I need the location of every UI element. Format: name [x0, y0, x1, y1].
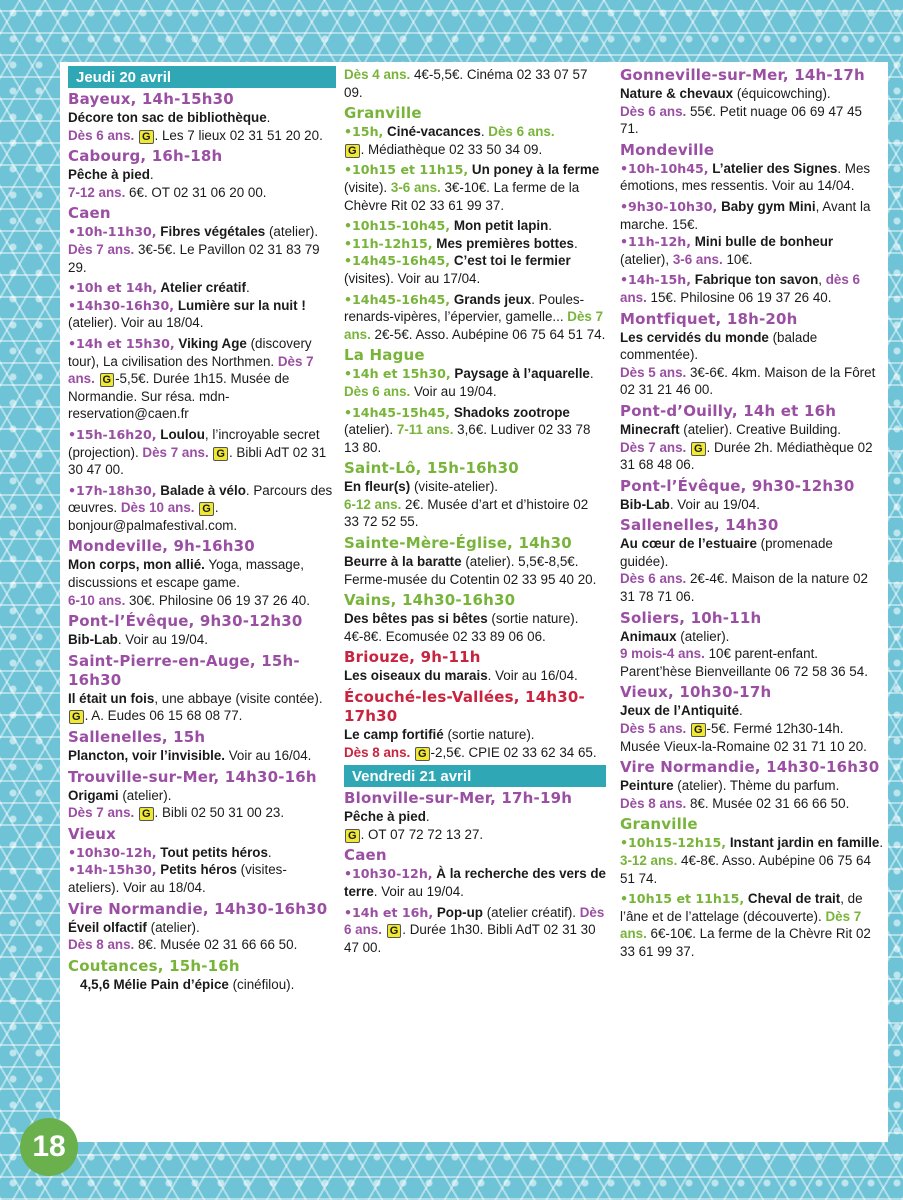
event-title: Au cœur de l’estuaire — [620, 536, 757, 552]
event-info: . — [480, 124, 489, 140]
event-entry — [344, 865, 606, 900]
city-heading: Vire Normandie, 14h30-16h30 — [620, 758, 880, 777]
column-1 — [68, 62, 336, 996]
event-info: . OT 07 72 72 13 27. — [360, 826, 484, 842]
city-heading: Bayeux, 14h-15h30 — [68, 90, 234, 108]
event-time: •14h45-16h45, — [344, 253, 451, 269]
free-badge: G — [691, 442, 706, 456]
event-title: Mes premières bottes — [432, 235, 574, 251]
event-title: 4,5,6 Mélie Pain d’épice — [80, 976, 229, 992]
event-title: Bib-Lab — [68, 632, 118, 648]
event-info: , — [818, 272, 826, 288]
event-info: (atelier). — [265, 224, 319, 240]
event-info: (visites-ateliers). Voir au 18/04. — [68, 862, 287, 895]
event-age: Dès 8 ans. — [620, 795, 687, 811]
event-title: Fabrique ton savon — [691, 272, 819, 288]
event-time: •14h et 15h30, — [344, 366, 451, 382]
event-entry — [620, 535, 884, 605]
event-info: (cinéfilou). — [228, 976, 295, 992]
event-info: 6€-10€. La ferme de la Chèvre Rit 02 33 61 99 37. — [620, 926, 871, 959]
event-info: (équicowching). — [733, 86, 831, 101]
city-heading: Granville — [620, 815, 698, 834]
event-info: Voir au 16/04. — [225, 748, 312, 764]
agenda-page — [60, 62, 888, 1142]
event-info: . Poules-renards-vipères, l’épervier, gamelle... — [344, 291, 585, 325]
city-heading: Sallenelles, 14h30 — [620, 516, 779, 535]
event-title: Nature & chevaux — [620, 86, 734, 101]
event-time: •10h15 et 11h15, — [620, 891, 745, 907]
event-entry — [344, 610, 606, 645]
event-age: 9 mois-4 ans. — [620, 646, 705, 662]
event-entry: Pêche à pied. 7-12 ans. 6€. OT 02 31 06 20 00. — [68, 167, 267, 200]
event-entry: •15h-16h20, Loulou, l’incroyable secret (projection). Dès 7 ans. G . Bibli AdT 02 31 30 47 00. — [68, 426, 327, 478]
event-entry — [620, 834, 884, 887]
event-info: . Durée 1h30. Bibli AdT 02 31 30 47 00. — [344, 922, 596, 955]
free-badge: G — [691, 723, 706, 737]
event-info: . — [245, 280, 250, 296]
event-info: . Voir au 16/04. — [487, 668, 578, 684]
event-entry — [68, 631, 336, 649]
event-title: Mini bulle de bonheur — [691, 234, 834, 250]
event-info: . — [425, 809, 430, 825]
event-title: Il était un fois — [68, 690, 155, 706]
event-info: 3€-10€. La ferme de la Chèvre Rit 02 33 61 99 37. — [344, 179, 580, 213]
event-age: Dès 5 ans. — [620, 721, 687, 737]
event-entry — [68, 556, 336, 609]
event-title: Le camp fortifié — [344, 727, 444, 743]
event-title: Mon corps, mon allié. — [68, 557, 205, 573]
event-info: -2,5€. CPIE 02 33 62 34 65. — [430, 744, 597, 760]
event-info: -5€. Fermé 12h30-14h. Musée Vieux-la-Romaine 02 31 71 10 20. — [620, 721, 867, 754]
event-info: . — [739, 703, 743, 719]
event-title: Shadoks zootrope — [450, 404, 570, 420]
event-time: •10h et 14h, — [68, 280, 158, 296]
event-title: Loulou — [156, 426, 205, 442]
event-time: •14h-15h, — [620, 272, 692, 288]
event-info: 10€ parent-enfant. Parent’hèse Bienveillante 06 72 58 36 54. — [620, 646, 868, 679]
event-time: •15h, — [344, 124, 384, 140]
city-heading: Coutances, 15h-16h — [68, 956, 240, 975]
free-badge: G — [387, 924, 402, 938]
event-entry — [344, 404, 606, 457]
event-info: 8€. Musée 02 31 66 66 50. — [686, 795, 850, 811]
event-age: Dès 7 ans. — [68, 241, 135, 257]
event-age: 7-12 ans. — [68, 184, 126, 200]
event-info: 3€-5€. Le Pavillon 02 31 83 79 29. — [68, 241, 320, 275]
event-time: •14h et 15h30, — [68, 335, 175, 351]
event-info: (atelier). — [118, 787, 172, 803]
city-heading: Granville — [344, 104, 422, 123]
event-age: Dès 7 ans. — [620, 439, 687, 455]
event-age: Dès 7 ans. — [142, 444, 209, 460]
event-title: Mon petit lapin — [450, 218, 549, 234]
event-title: Minecraft — [620, 421, 680, 437]
event-title: Des bêtes pas si bêtes — [344, 611, 488, 627]
event-info: 30€. Philosine 06 19 37 26 40. — [125, 592, 310, 608]
event-info: . bonjour@palmafestival.com. — [68, 500, 238, 533]
event-info: . — [548, 218, 553, 234]
event-time: •11h-12h15, — [344, 235, 433, 251]
day-header: Jeudi 20 avril — [68, 66, 336, 88]
event-title: Pêche à pied — [344, 809, 426, 825]
event-time: •11h-12h, — [620, 234, 692, 250]
event-entry — [620, 160, 884, 195]
event-time: •10h-10h45, — [620, 160, 709, 176]
event-entry — [344, 808, 606, 843]
event-title: Décore ton sac de bibliothèque — [68, 110, 267, 125]
city-heading: Pont-l’Évêque, 9h30-12h30 — [620, 476, 855, 495]
city-heading: Soliers, 10h-11h — [620, 608, 762, 627]
event-entry — [68, 279, 336, 332]
event-time: •14h45-16h45, — [344, 291, 451, 307]
event-title: Pop-up — [433, 904, 483, 920]
event-info: (sortie nature). 4€-8€. Ecomusée 02 33 89 06 06. — [344, 611, 579, 644]
event-time: •17h-18h30, — [68, 482, 157, 498]
event-title: En fleur(s) — [344, 479, 411, 495]
event-age: Dès 10 ans. — [120, 500, 195, 516]
event-title: Beurre à la baratte — [344, 554, 462, 570]
event-time: •14h-15h30, — [68, 862, 157, 878]
event-info: 4€-8€. Asso. Aubépine 06 75 64 51 74. — [620, 853, 871, 886]
event-title: Plancton, voir l’invisible. — [68, 748, 226, 764]
event-title: Atelier créatif — [157, 280, 246, 296]
event-entry — [344, 904, 606, 957]
event-title: Paysage à l’aquarelle — [450, 366, 590, 382]
city-heading: Vieux, 10h30-17h — [620, 683, 772, 702]
city-heading: Pont-d’Ouilly, 14h et 16h — [620, 401, 837, 420]
event-info: 15€. Philosine 06 19 37 26 40. — [646, 289, 832, 305]
event-entry — [344, 365, 606, 400]
event-entry — [620, 777, 884, 812]
event-age: Dès 7 ans. — [620, 908, 862, 942]
event-info: Bibli AdT 02 31 30 47 00. — [68, 444, 327, 478]
city-heading: Vire Normandie, 14h30-16h30 — [68, 899, 328, 918]
event-entry — [68, 690, 336, 725]
event-entry — [620, 890, 884, 960]
event-entry — [68, 482, 336, 535]
event-info: . Parcours des œuvres. — [68, 482, 333, 516]
city-heading: Caen — [344, 846, 387, 865]
event-entry — [344, 667, 606, 685]
event-time: •10h15-10h45, — [344, 218, 451, 234]
event-info: . — [573, 235, 578, 251]
city-heading: Briouze, 9h-11h — [344, 648, 481, 667]
event-info: 4€-5,5€. Cinéma 02 33 07 57 09. — [344, 67, 588, 100]
event-info: (sortie nature). — [443, 727, 535, 743]
event-entry — [620, 271, 884, 306]
event-title: Cheval de trait — [744, 891, 841, 907]
event-age: 3-6 ans. — [390, 179, 441, 195]
event-entry — [68, 976, 336, 994]
event-age: Dès 6 ans. — [344, 383, 411, 399]
event-info: (visite-atelier). — [410, 479, 499, 495]
event-entry — [344, 291, 606, 344]
event-age: Dès 8 ans. — [344, 744, 411, 760]
free-badge: G — [345, 829, 360, 843]
event-info: , de l’âne et de l’attelage (découverte). — [620, 891, 863, 924]
event-info: (atelier). Thème du parfum. — [673, 778, 840, 794]
event-age: Dès 7 ans. — [344, 309, 604, 342]
column-3 — [620, 62, 884, 964]
event-age: 3-12 ans. — [620, 853, 678, 868]
event-time: •10h15-12h15, — [620, 835, 727, 851]
event-title: Lumière sur la nuit ! — [174, 297, 306, 313]
event-time: •10h15 et 11h15, — [344, 162, 469, 178]
event-title: Petits héros — [156, 862, 237, 878]
event-title: Fibres végétales — [156, 224, 266, 240]
event-info: . Mes émotions, mes ressentis. Voir au 14/04. — [620, 160, 871, 194]
event-entry — [344, 123, 606, 158]
event-age: 7-11 ans. — [396, 422, 454, 438]
event-info: (visite). — [344, 179, 391, 195]
free-badge: G — [345, 144, 360, 158]
event-time: •14h et 16h, — [344, 904, 434, 920]
event-title: À la recherche des vers de terre — [344, 866, 607, 899]
event-info: 6€. OT 02 31 06 20 00. — [125, 184, 267, 200]
event-title: Tout petits héros — [156, 844, 268, 860]
event-entry — [68, 335, 336, 423]
event-info: . Durée 2h. Médiathèque 02 31 68 48 06. — [620, 439, 873, 473]
event-title: C’est toi le fermier — [450, 253, 571, 269]
event-age: Dès 6 ans. — [620, 103, 687, 119]
event-title: Balade à vélo — [156, 482, 246, 498]
event-info: (atelier). 5,5€-8,5€. Ferme-musée du Cotentin 02 33 95 40 20. — [344, 554, 597, 587]
event-age: Dès 8 ans. — [68, 937, 135, 953]
free-badge: G — [199, 502, 214, 516]
event-age: Dès 7 ans. — [68, 353, 314, 387]
event-title: Jeux de l’Antiquité — [620, 703, 740, 719]
free-badge: G — [69, 710, 84, 724]
event-title: Origami — [68, 787, 119, 803]
event-title: Ciné-vacances — [383, 124, 481, 140]
event-info: Voir au 19/04. — [410, 383, 497, 399]
city-heading: Blonville-sur-Mer, 17h-19h — [344, 789, 573, 808]
city-heading: Saint-Pierre-en-Auge, 15h-16h30 — [68, 651, 300, 689]
city-heading: Cabourg, 16h-18h — [68, 147, 223, 166]
event-age: Dès 6 ans. — [68, 127, 135, 143]
event-entry — [620, 702, 884, 755]
event-entry — [620, 421, 884, 474]
event-info: 3€-6€. 4km. Maison de la Fôret 02 31 21 46 00. — [620, 364, 876, 398]
event-info: , une abbaye (visite contée). — [154, 690, 323, 706]
event-info: 2€-5€. Asso. Aubépine 06 75 64 51 74. — [370, 326, 606, 342]
event-info: (atelier). — [146, 919, 200, 935]
event-age: 3-6 ans. — [672, 251, 723, 267]
city-heading: Saint-Lô, 15h-16h30 — [344, 459, 519, 478]
city-heading: Pont-l’Évêque, 9h30-12h30 — [68, 612, 303, 631]
event-info: . Voir au 19/04. — [117, 632, 208, 648]
free-badge: G — [100, 373, 115, 387]
event-info: , Avant la marche. 15€. — [620, 198, 871, 232]
page-number: 18 — [20, 1118, 78, 1176]
event-time: •10h30-12h, — [68, 844, 157, 860]
free-badge: G — [139, 807, 154, 821]
event-title: Bib-Lab — [620, 496, 670, 512]
city-heading: Écouché-les-Vallées, 14h30-17h30 — [344, 688, 585, 726]
city-heading: Sainte-Mère-Église, 14h30 — [344, 534, 572, 553]
event-title: Pêche à pied — [68, 167, 150, 183]
event-entry — [68, 787, 336, 822]
event-info: 10€. — [722, 251, 753, 267]
event-info: , l’incroyable secret (projection). — [68, 426, 320, 460]
event-entry — [620, 329, 884, 399]
event-entry — [620, 628, 884, 681]
city-heading: Sallenelles, 15h — [68, 728, 206, 747]
event-entry — [68, 844, 336, 897]
event-age: Dès 6 ans. — [488, 124, 555, 140]
event-title: Un poney à la ferme — [468, 162, 600, 178]
event-info: (atelier). Creative Building. — [679, 421, 842, 437]
event-entry — [68, 747, 336, 765]
event-title: Éveil olfactif — [68, 919, 147, 935]
event-info: . Les 7 lieux 02 31 51 20 20. — [154, 127, 323, 143]
event-info: (promenade guidée). — [620, 536, 833, 569]
city-heading: Caen — [68, 204, 111, 223]
city-heading: Mondeville, 9h-16h30 — [68, 537, 255, 556]
event-age: 6-12 ans. — [344, 496, 402, 512]
city-heading: Vains, 14h30-16h30 — [344, 591, 516, 610]
event-info: 2€. Musée d’art et d’histoire 02 33 72 52 55. — [344, 496, 589, 530]
event-info: . — [589, 366, 594, 382]
city-heading: La Hague — [344, 346, 425, 365]
day-header: Vendredi 21 avril — [344, 765, 606, 787]
event-info: 55€. Petit nuage 06 69 47 45 71. — [620, 103, 862, 137]
event-entry — [68, 919, 336, 954]
event-info: (atelier). Voir au 18/04. — [68, 315, 204, 331]
event-entry — [68, 223, 336, 276]
event-info: (atelier créatif). — [483, 904, 580, 920]
event-title: Grands jeux — [450, 291, 532, 307]
event-info: 2€-4€. Maison de la nature 02 31 78 71 06. — [620, 571, 868, 605]
event-info: (atelier), — [620, 251, 673, 267]
event-time: •10h30-12h, — [344, 866, 433, 882]
event-info: . Voir au 19/04. — [669, 496, 760, 512]
city-heading: Montfiquet, 18h-20h — [620, 309, 798, 328]
event-info: . Médiathèque 02 33 50 34 09. — [360, 141, 543, 157]
event-time: •14h30-16h30, — [68, 297, 175, 313]
event-info: (atelier). — [676, 628, 730, 644]
event-title: Peinture — [620, 778, 674, 794]
event-info: . Bibli 02 50 31 00 23. — [154, 805, 285, 821]
event-info: . — [879, 835, 884, 851]
event-info: (visites). Voir au 17/04. — [344, 270, 481, 286]
event-title: Animaux — [620, 628, 677, 644]
free-badge: G — [415, 747, 430, 761]
event-info: Yoga, massage, discussions et escape game. — [68, 557, 304, 591]
event-title: Les cervidés du monde — [620, 329, 769, 345]
event-age: Dès 4 ans. — [344, 67, 411, 82]
event-info: 8€. Musée 02 31 66 66 50. — [134, 937, 298, 953]
event-age: Dès 7 ans. — [68, 805, 135, 821]
city-heading: Mondeville — [620, 140, 715, 159]
city-heading: Gonneville-sur-Mer, 14h-17h — [620, 66, 865, 84]
event-time: •10h-11h30, — [68, 224, 157, 240]
event-time: •15h-16h20, — [68, 426, 157, 442]
event-entry — [344, 553, 606, 588]
event-entry — [344, 478, 606, 531]
city-heading: Trouville-sur-Mer, 14h30-16h — [68, 767, 317, 786]
free-badge: G — [213, 447, 228, 461]
event-entry — [344, 726, 606, 761]
event-info: . — [267, 844, 272, 860]
event-info: -5,5€. Durée 1h15. Musée de Normandie. Sur résa. mdn-reservation@caen.fr — [68, 371, 290, 422]
event-title: Viking Age — [174, 335, 247, 351]
event-entry — [620, 198, 884, 268]
event-info: . Voir au 19/04. — [373, 884, 464, 899]
event-info: . A. Eudes 06 15 68 08 77. — [84, 708, 243, 724]
event-entry — [344, 217, 606, 287]
city-heading: Vieux — [68, 824, 117, 843]
event-age: Dès 6 ans. — [344, 904, 605, 938]
event-time: •9h30-10h30, — [620, 198, 718, 214]
event-info: (balade commentée). — [620, 329, 818, 363]
event-entry — [620, 85, 884, 138]
event-age: Dès 6 ans. — [620, 571, 687, 587]
event-info: (atelier). — [344, 422, 397, 438]
event-age: Dès 5 ans. — [620, 364, 687, 380]
event-title: Baby gym Mini — [717, 198, 816, 214]
event-info: (discovery tour), La civilisation des Northmen. — [68, 335, 312, 369]
event-entry — [620, 496, 884, 514]
event-age: dès 6 ans. — [620, 272, 860, 305]
event-info: 3,6€. Ludiver 02 33 78 13 80. — [344, 422, 591, 455]
event-title: Les oiseaux du marais — [344, 668, 488, 684]
event-age: 6-10 ans. — [68, 592, 126, 608]
free-badge: G — [139, 130, 154, 144]
event-time: •14h45-15h45, — [344, 404, 451, 420]
column-2 — [344, 62, 606, 959]
event-title: L’atelier des Signes — [708, 160, 838, 176]
event-entry — [344, 66, 606, 101]
event-entry — [344, 161, 606, 214]
event-entry: Décore ton sac de bibliothèque. Dès 6 ans. G . Les 7 lieux 02 31 51 20 20. — [68, 110, 323, 143]
event-title: Instant jardin en famille — [726, 835, 880, 851]
